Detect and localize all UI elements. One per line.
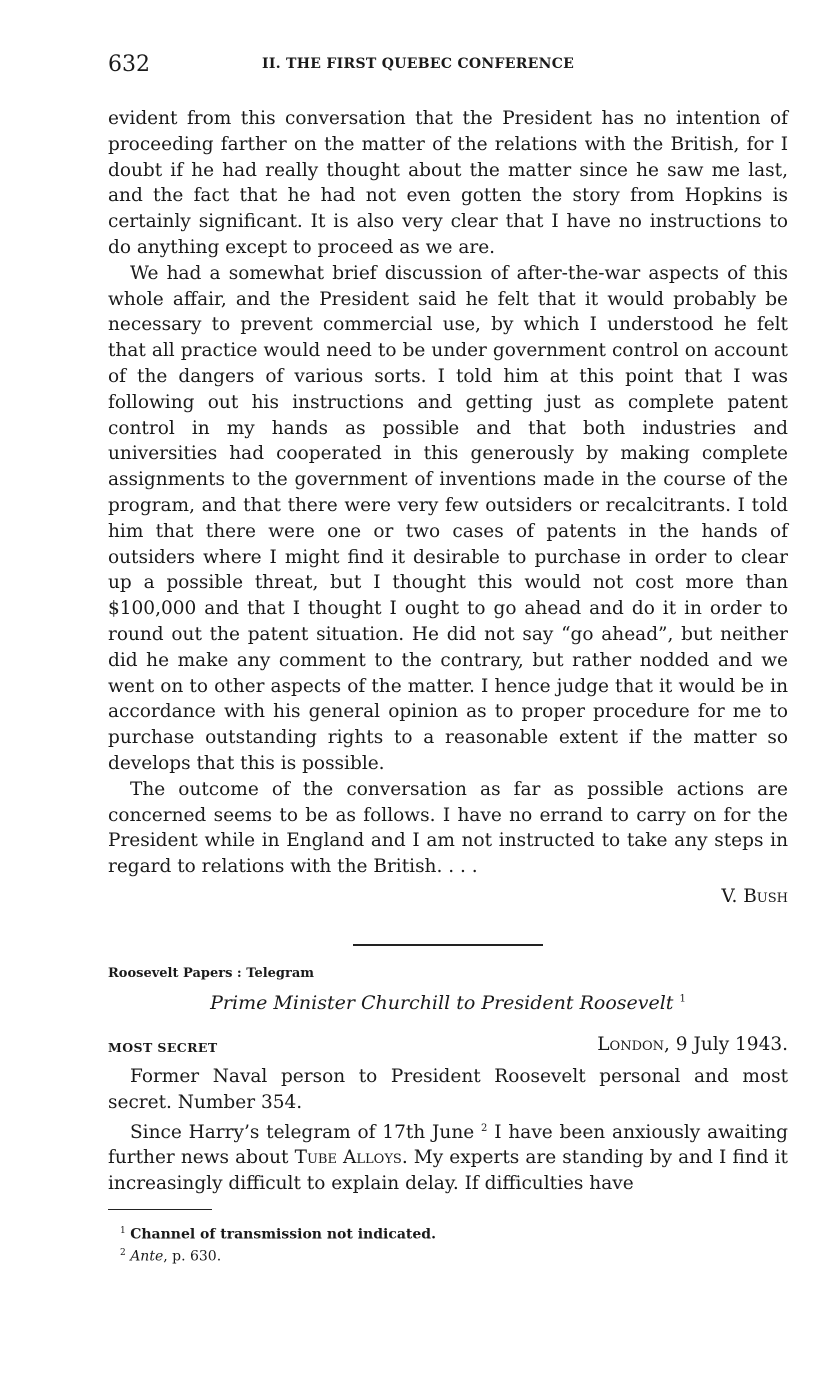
- telegram-paragraph: [108, 1116, 788, 1198]
- signature: V. Bush: [721, 885, 788, 907]
- page-number: 632: [108, 52, 150, 77]
- classification: MOST SECRET: [108, 1039, 218, 1055]
- document-title: [108, 992, 788, 1014]
- dateline: [108, 1034, 788, 1064]
- footnote: [120, 1244, 788, 1266]
- memo-paragraph: The outcome of the conversation as far as possible actions are concerned seems to be as follows. I have no errand to carry on for the President while in England and I am not instructed to take any steps in regard to relations with the British. . . .: [108, 778, 788, 878]
- running-header: [108, 52, 788, 84]
- document-source: Roosevelt Papers : Telegram: [108, 965, 315, 981]
- footnote-marker: 2: [120, 1247, 126, 1258]
- section-divider: [353, 944, 543, 946]
- place: London: [597, 1033, 665, 1055]
- document-page: [108, 52, 788, 1265]
- footnote-ref: 2: [481, 1122, 488, 1134]
- telegram-paragraph: Former Naval person to President Roosevelt personal and most secret. Number 354.: [108, 1065, 788, 1113]
- code-name: Tube Alloys: [294, 1147, 402, 1169]
- footnote-ref: 1: [679, 993, 686, 1005]
- footnotes: [108, 1222, 788, 1265]
- telegram-text: . My experts are standing by and I find it increasingly difficult to explain delay. If difficulties have: [108, 1147, 788, 1195]
- memo-paragraph: evident from this conversation that the President has no intention of proceeding farther on the matter of the relations with the British, for I doubt if he had really thought about the matter since he saw me last, and the fact that he had not even gotten the story from Hopkins is certainly significant. It is also very clear that I have no instructions to do anything except to proceed as we are.: [108, 108, 788, 258]
- document-title-text: Prime Minister Churchill to President Roosevelt: [210, 991, 674, 1014]
- telegram-text: Since Harry’s telegram of 17th June: [130, 1121, 475, 1143]
- footnote: [120, 1222, 788, 1244]
- place-date: [597, 1034, 788, 1055]
- footnote-text: , p. 630.: [163, 1248, 222, 1265]
- telegram-text: I have been anxiously awaiting further news about: [108, 1121, 788, 1169]
- footnote-rule: [108, 1209, 212, 1210]
- memo-paragraph: We had a somewhat brief discussion of after-the-war aspects of this whole affair, and the President said he felt that it would probably be necessary to prevent commercial use, by which I understood he felt that all practice would need to be under government control on account of the dangers of various sorts. I told him at this point that I was following out his instructions and getting just as complete patent control in my hands as possible and that both industries and universities had cooperated in this generously by making complete assignments to the government of inventions made in the course of the program, and that there were very few outsiders or recalcitrants. I told him that there were one or two cases of patents in the hands of outsiders where I might find it desirable to purchase in order to clear up a possible threat, but I thought this would not cost more than $100,000 and that I thought I ought to go ahead and do it in order to round out the patent situation. He did not say “go ahead”, but neither did he make any comment to the contrary, but rather nodded and we went on to other aspects of the matter. I hence judge that it would be in accordance with his general opinion as to proper procedure for me to purchase outstanding rights to a reasonable extent if the matter so develops that this is possible.: [108, 262, 788, 774]
- footnote-marker: 1: [120, 1226, 126, 1237]
- date: , 9 July 1943.: [664, 1033, 788, 1055]
- running-title: II. THE FIRST QUEBEC CONFERENCE: [262, 56, 575, 72]
- footnote-citation: Ante: [130, 1248, 164, 1265]
- footnote-text: Channel of transmission not indicated.: [130, 1226, 436, 1243]
